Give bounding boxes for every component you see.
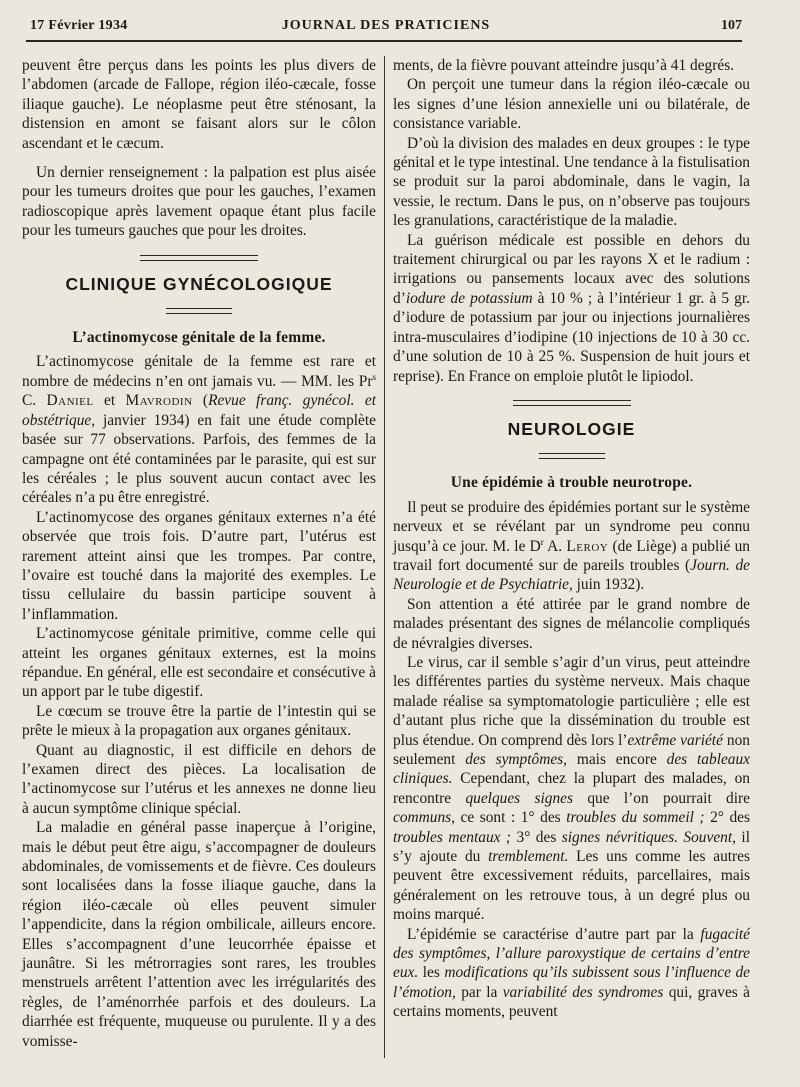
- journal-reference: Journ. de Neurologie et de Psychiatrie,: [393, 556, 750, 594]
- header-rule: [26, 40, 742, 42]
- paragraph: L’actinomycose des organes génitaux externes n’a été observée que trois fois. D’autre part, l’utérus est rarement atteint ainsi que les trompes. Par contre, l’ovaire est touché dans la majorité des exemples. Le tissu cellulaire du bassin participe souvent à l’inflammation.: [22, 508, 376, 623]
- left-column: [22, 56, 376, 1051]
- paragraph: L’épidémie se caractérise d’autre part par la fugacité des symptômes, l’allure paroxystique de certains d’entre eux. les modifications qu’ils subissent sous l’influence de l’émotion, par la variabilité des syndromes qui, graves à certains moments, peuvent: [393, 925, 750, 1021]
- paragraph: Le cœcum se trouve être la partie de l’intestin qui se prête le mieux à la propagation aux organes génitaux.: [22, 702, 376, 740]
- journal-reference: Revue franç. gynécol. et obstétrique,: [22, 392, 376, 429]
- right-column: [393, 56, 750, 1022]
- paragraph: D’où la division des malades en deux groupes : le type génital et le type intestinal. Une tendance à la fistulisation se produit sur la paroi abdominale, dans le vagin, la vessie, le rectum. Dans le pus, on n’observe pas toujours les granulations, caractéristique de la maladie.: [393, 134, 750, 230]
- paragraph: La guérison médicale est possible en dehors du traitement chirurgical ou par les rayons X et le radium : irrigations ou pansements locaux avec des solutions d’iodure de potassium à 10 % ; à l’intérieur 1 gr. à 5 gr. d’iodure de potassium par jour ou injections journalières intra-musculaires d’iodipine (10 injections de 10 à 30 cc. d’une solution de 10 à 25 %. Suspension de huit jours et reprise). En France on emploie plutôt le lipiodol.: [393, 231, 750, 385]
- paragraph: Le virus, car il semble s’agir d’un virus, peut atteindre les différentes parties du système nerveux. Mais chaque malade réalise sa symptomatologie particulière ; elle est d’autant plus riche que la dissémination du trouble est plus étendue. On comprend dès lors l’extrême variété non seulement des symptômes, mais encore des tableaux cliniques. Cependant, chez la plupart des malades, on rencontre quelques signes que l’on pourrait dire communs, ce sont : 1° des troubles du sommeil ; 2° des troubles mentaux ; 3° des signes névritiques. Souvent, il s’y ajoute du tremblement. Les uns comme les autres peuvent être excessivement réduits, parcellaires, mais généralement on les retrouve tous, à un degré plus ou moins marqué.: [393, 653, 751, 924]
- author-name: Leroy: [566, 537, 609, 555]
- paragraph: Quant au diagnostic, il est difficile en dehors de l’examen direct des pièces. La localisation de l’actinomycose sur l’utérus et les annexes ne donne lieu à aucun symptôme clinique spécial.: [22, 741, 376, 817]
- header-page-number: 107: [721, 18, 742, 33]
- paragraph: Il peut se produire des épidémies portant sur le système nerveux et se révélant par un syndrome peu connu jusqu’à ce jour. M. le $D^r$ A. Leroy (de Liège) a publié un travail fort documenté sur de pareils troubles (Journ. de Neurologie et de Psychiatrie, juin 1932).: [393, 498, 750, 594]
- paragraph: ments, de la fièvre pouvant atteindre jusqu’à 41 degrés.: [393, 57, 735, 74]
- author-name: Mavrodin: [125, 392, 193, 410]
- paragraph: Un dernier renseignement : la palpation est plus aisée pour les tumeurs droites que pour les gauches, l’examen radioscopique après lavement opaque étant plus facile pour les tumeurs gauches que pour les droites.: [22, 164, 376, 240]
- header-journal-title: JOURNAL DES PRATICIENS: [281, 18, 491, 33]
- running-header: [30, 18, 742, 40]
- column-divider: [384, 56, 385, 1058]
- paragraph: peuvent être perçus dans les points les plus divers de l’abdomen (arcade de Fallope, région iléo-cæcale, fosse iliaque gauche). Le néoplasme peut être sténosant, la distension en amont se faisant alors sur le côlon ascendant et le cæcum.: [22, 57, 376, 152]
- section-title: NEUROLOGIE: [507, 418, 636, 439]
- paragraph: Son attention a été attirée par le grand nombre de malades présentant des signes de mélancolie compliqués de névralgies diverses.: [393, 595, 750, 652]
- paragraph: La maladie en général passe inaperçue à l’origine, mais le début peut être aigu, s’accompagner de douleurs abdominales, de vomissements et de fièvre. Ces douleurs sont localisées dans la fosse iliaque gauche, dans la région iléo-cæcale où elles peuvent simuler l’appendicite, dans la région ombilicale, ailleurs encore. Elles s’accompagnent d’une leucorrhée épaisse et jaunâtre. Si les métrorragies sont rares, les troubles menstruels arrêtent l’attention avec les irrégularités des règles, de l’aménorrhée parfois et des douleurs. La diarrhée est fréquente, muqueuse ou purulente. Il y a des vomisse-: [22, 819, 376, 1050]
- paragraph: L’actinomycose génitale de la femme est rare et nombre de médecins n’en ont jamais vu. — MM. les Pr$^s$ C. Daniel et Mavrodin (Revue franç. gynécol. et obstétrique, janvier 1934) en fait une étude complète basée sur 77 observations. Parfois, des femmes de la campagne ont été contaminées par le parasite, qui est sur les céréales ; le plus souvent aucun contact avec les céréales n’a pu être enregistré.: [22, 353, 376, 507]
- header-date: 17 Février 1934: [30, 18, 128, 33]
- section-title: CLINIQUE GYNÉCOLOGIQUE: [65, 273, 333, 294]
- paragraph: L’actinomycose génitale primitive, comme celle qui atteint les organes génitaux externes, est la moins répandue. En général, elle est secondaire et consécutive à un apport par le tube digestif.: [22, 625, 376, 701]
- article-title: Une épidémie à trouble neurotrope.: [450, 474, 693, 492]
- paragraph: On perçoit une tumeur dans la région iléo-cæcale ou les signes d’une lésion annexielle uni ou bilatérale, de consistance variable.: [393, 76, 750, 133]
- article-title: L’actinomycose génitale de la femme.: [72, 329, 326, 347]
- author-name: Daniel: [46, 392, 94, 410]
